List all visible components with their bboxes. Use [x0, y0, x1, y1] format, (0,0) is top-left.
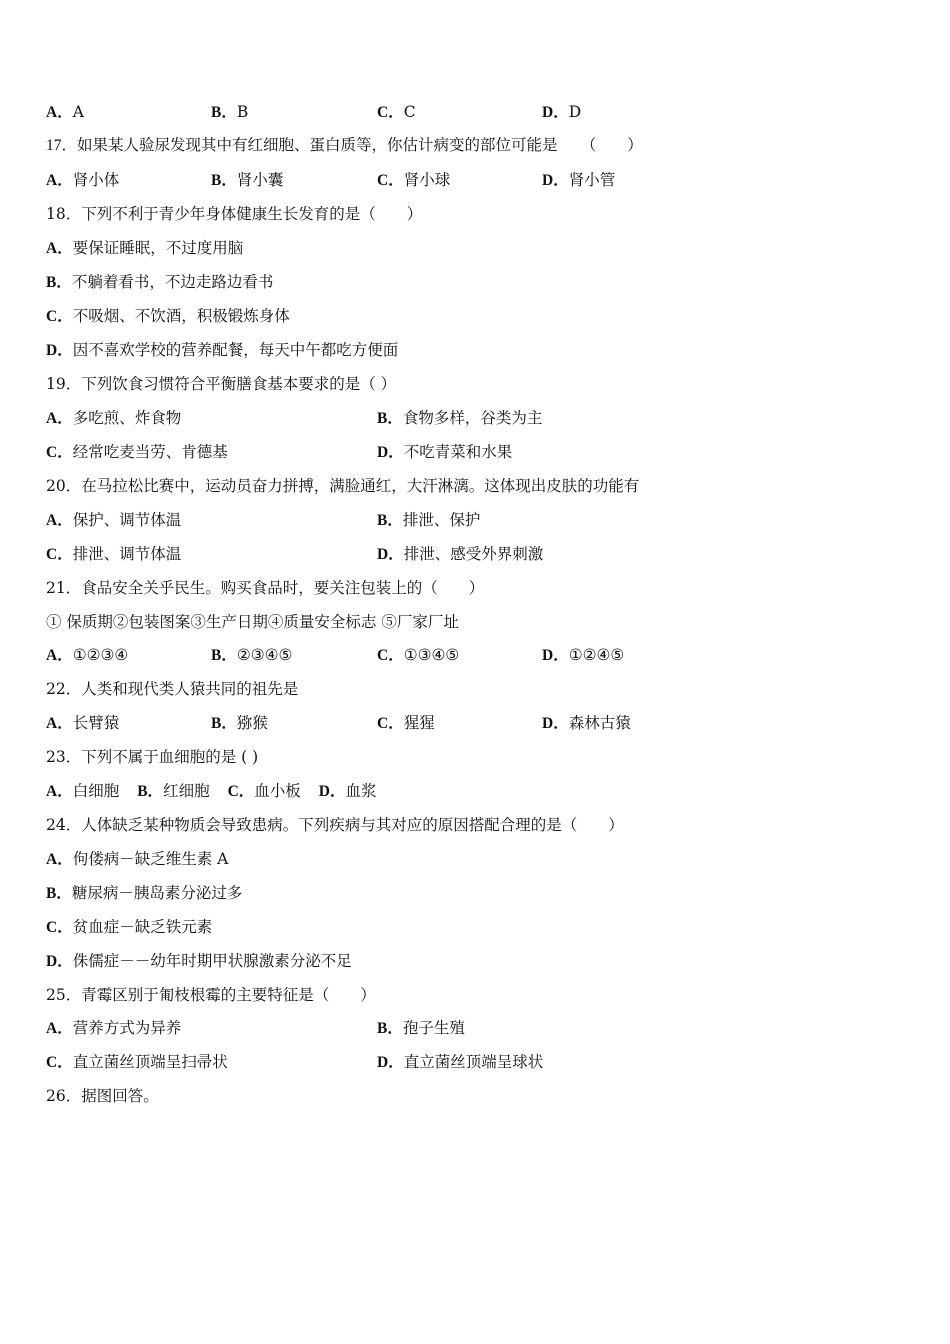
q16-option-d: D．D — [542, 103, 582, 121]
q21-option-b: B．②③④⑤ — [211, 646, 293, 664]
q20-option-d: D．排泄、感受外界刺激 — [377, 545, 544, 563]
q19-option-d: D．不吃青菜和水果 — [377, 443, 513, 461]
q17-stem: 17．如果某人验尿发现其中有红细胞、蛋白质等，你估计病变的部位可能是 （ ） — [46, 137, 643, 154]
q23-option-d: D．血浆 — [318, 782, 377, 800]
q18-option-b: B．不躺着看书，不边走路边看书 — [46, 273, 274, 291]
q24-stem: 24．人体缺乏某种物质会导致患病。下列疾病与其对应的原因搭配合理的是（ ） — [46, 816, 624, 834]
q21-option-a: A．①②③④ — [46, 646, 129, 664]
q24-option-c: C．贫血症－缺乏铁元素 — [46, 918, 213, 936]
q17-option-d: D．肾小管 — [542, 171, 616, 189]
q21-option-d: D．①②④⑤ — [542, 646, 625, 664]
q23-option-c: C．血小板 — [227, 782, 301, 800]
q17-option-a: A．肾小体 — [46, 171, 120, 189]
q19-stem: 19．下列饮食习惯符合平衡膳食基本要求的是（ ） — [46, 375, 397, 393]
q18-option-c: C．不吸烟、不饮酒，积极锻炼身体 — [46, 307, 290, 325]
q26-stem: 26．据图回答。 — [46, 1087, 159, 1105]
q17-option-c: C．肾小球 — [377, 171, 451, 189]
q16-option-a: A．A — [46, 103, 84, 121]
q25-stem: 25．青霉区别于匍枝根霉的主要特征是（ ） — [46, 986, 376, 1004]
q17-option-b: B．肾小囊 — [211, 171, 284, 189]
q24-option-b: B．糖尿病－胰岛素分泌过多 — [46, 884, 243, 902]
q18-option-d: D．因不喜欢学校的营养配餐，每天中午都吃方便面 — [46, 341, 399, 359]
q19-option-b: B．食物多样，谷类为主 — [377, 409, 543, 427]
q22-option-b: B．猕猴 — [211, 714, 268, 732]
q22-option-c: C．猩猩 — [377, 714, 435, 732]
q20-option-b: B．排泄、保护 — [377, 511, 481, 529]
q19-option-c: C．经常吃麦当劳、肯德基 — [46, 443, 228, 461]
q20-option-a: A．保护、调节体温 — [46, 511, 182, 529]
q23-option-b: B．红细胞 — [137, 782, 210, 800]
q24-option-a: A．佝偻病－缺乏维生素 A — [46, 850, 229, 868]
q16-option-c: C．C — [377, 103, 416, 121]
q25-option-a: A．营养方式为异养 — [46, 1019, 182, 1037]
q23-options — [46, 779, 395, 803]
q22-stem: 22．人类和现代类人猿共同的祖先是 — [46, 680, 299, 698]
q18-option-a: A．要保证睡眠，不过度用脑 — [46, 239, 244, 257]
q21-stem: 21．食品安全关乎民生。购买食品时，要关注包装上的（ ） — [46, 579, 485, 597]
q25-option-b: B．孢子生殖 — [377, 1019, 465, 1037]
q25-option-d: D．直立菌丝顶端呈球状 — [377, 1053, 544, 1071]
q22-option-a: A．长臂猿 — [46, 714, 120, 732]
q21-option-c: C．①③④⑤ — [377, 646, 460, 664]
q20-option-c: C．排泄、调节体温 — [46, 545, 182, 563]
q24-option-d: D．侏儒症－－幼年时期甲状腺激素分泌不足 — [46, 952, 352, 970]
q25-option-c: C．直立菌丝顶端呈扫帚状 — [46, 1053, 228, 1071]
q18-stem: 18．下列不利于青少年身体健康生长发育的是（ ） — [46, 205, 423, 223]
q23-stem: 23．下列不属于血细胞的是 ( ) — [46, 748, 259, 766]
q16-option-b: B．B — [211, 103, 249, 121]
q19-option-a: A．多吃煎、炸食物 — [46, 409, 182, 427]
q21-note: ① 保质期②包装图案③生产日期④质量安全标志 ⑤厂家厂址 — [46, 613, 459, 631]
q23-option-a: A．白细胞 — [46, 782, 120, 800]
q20-stem: 20．在马拉松比赛中，运动员奋力拼搏，满脸通红，大汗淋漓。这体现出皮肤的功能有 — [46, 477, 640, 495]
q22-option-d: D．森林古猿 — [542, 714, 631, 732]
